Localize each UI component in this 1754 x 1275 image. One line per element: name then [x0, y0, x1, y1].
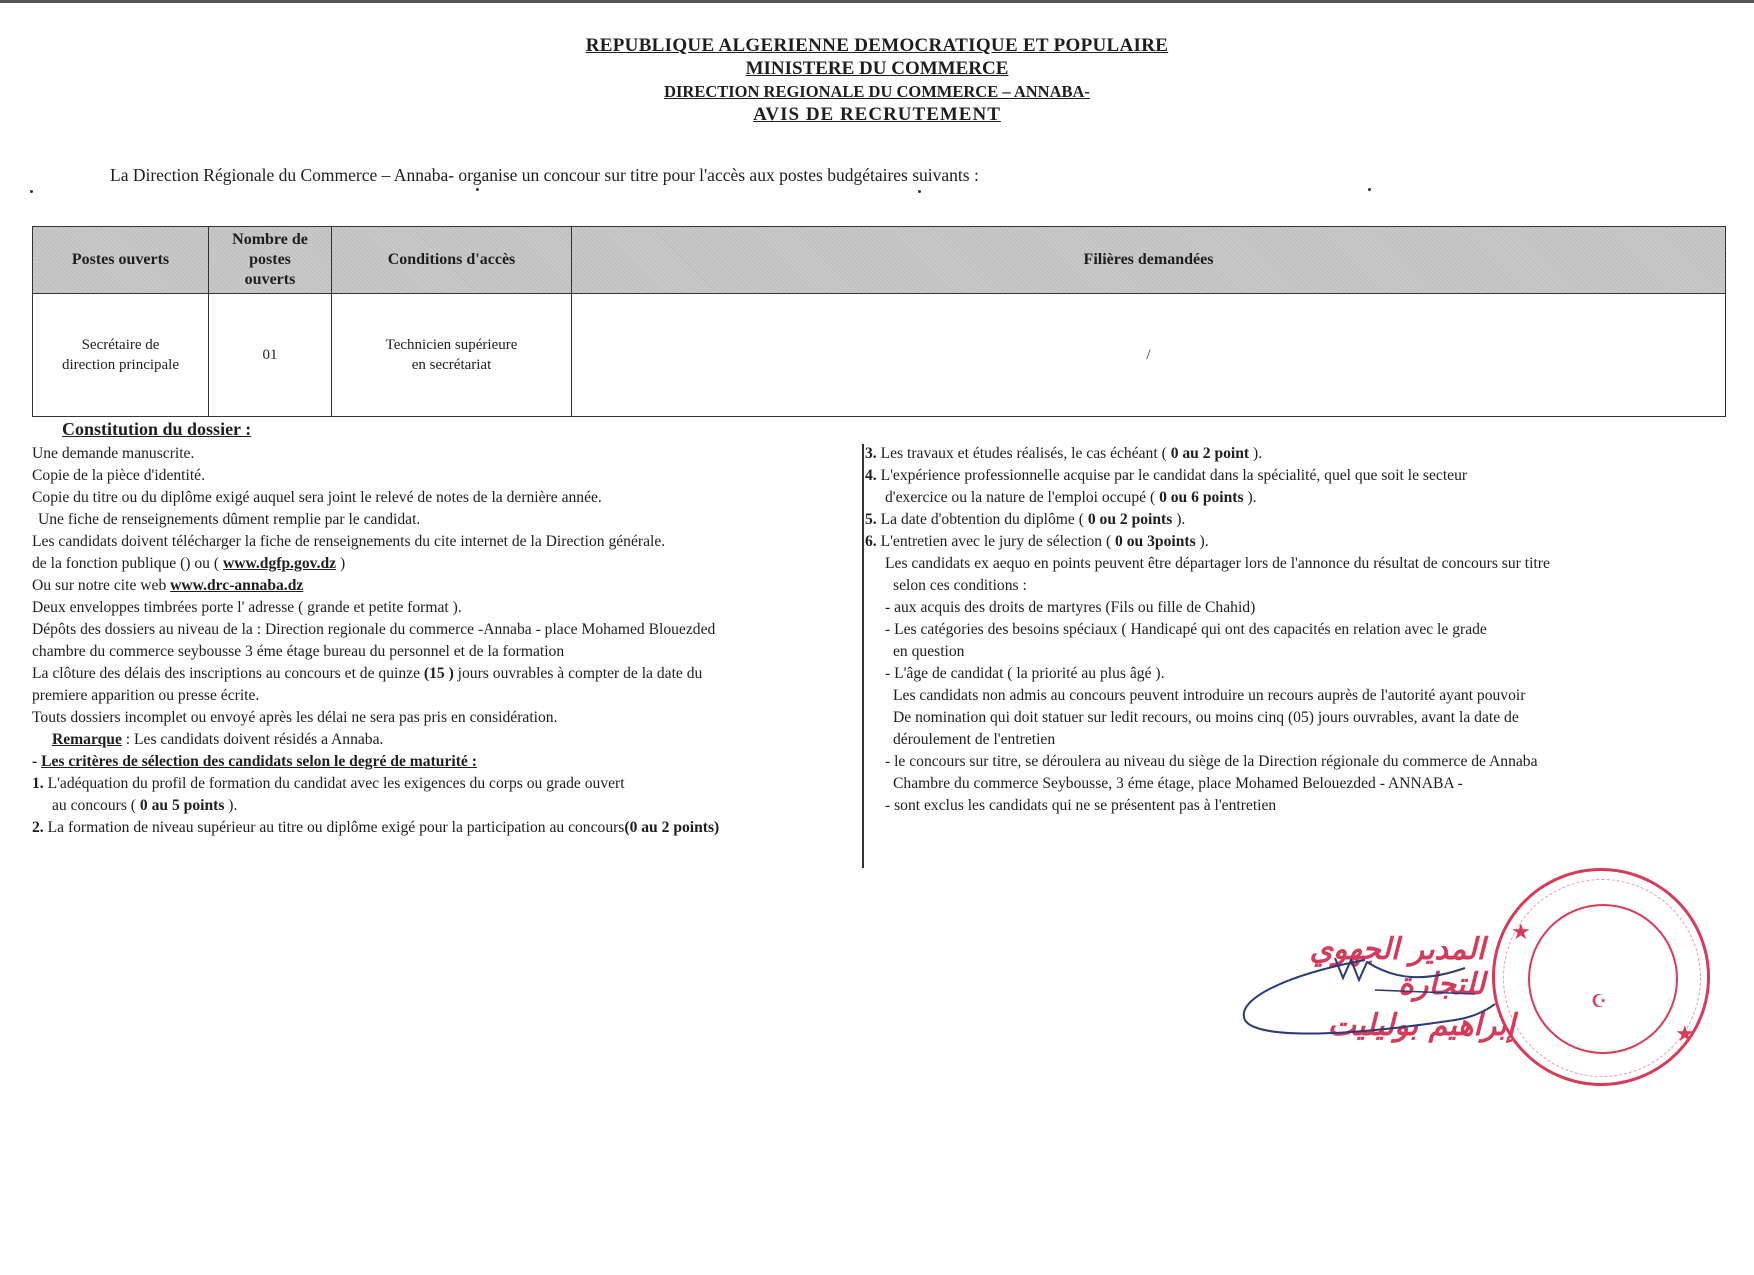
dgfp-link[interactable]: www.dgfp.gov.dz — [222, 555, 337, 572]
dossier-left-column — [32, 443, 862, 839]
text-span: ) — [336, 555, 346, 572]
points-span: 0 ou 6 points — [1159, 489, 1244, 506]
criteria-number: 5. — [865, 511, 877, 528]
criteria-number: 3. — [865, 445, 877, 462]
dossier-item: premiere apparition ou presse écrite. — [32, 687, 260, 704]
dossier-item: chambre du commerce seybousse 3 éme étage bureau du personnel et de la formation — [32, 643, 565, 660]
table-header-row — [33, 227, 1726, 294]
venue-text: - le concours sur titre, se déroulera au niveau du siège de la Direction régionale du commerce de Annaba — [885, 753, 1538, 770]
dossier-item: Une demande manuscrite. — [32, 445, 195, 462]
text-span: La clôture des délais des inscriptions au concours et de quinze — [32, 665, 424, 682]
dossier-item — [32, 575, 862, 597]
recourse-text: déroulement de l'entretien — [893, 731, 1056, 748]
col-postes-ouverts: Postes ouverts — [33, 227, 209, 294]
drc-annaba-link[interactable]: www.drc-annaba.dz — [170, 577, 304, 594]
page-title: AVIS DE RECRUTEMENT — [753, 104, 1001, 125]
ministry-heading: MINISTERE DU COMMERCE — [745, 58, 1009, 79]
col-nombre-line3: ouverts — [244, 271, 296, 288]
text-span: ). — [1195, 533, 1209, 550]
criteria-item-cont — [32, 795, 862, 817]
cell-filiere: / — [572, 294, 1726, 417]
criteria-number: 2. — [32, 819, 44, 836]
signature-title: المدير الجهوي للتجارة — [1309, 932, 1485, 1002]
criteria-title: Les critères de sélection des candidats selon le degré de maturité : — [41, 753, 477, 770]
scan-top-border — [0, 0, 1754, 3]
text-span: L'expérience professionnelle acquise par le candidat dans la spécialité, quel que soit le secteur — [876, 467, 1468, 484]
criteria-number: 4. — [865, 467, 877, 484]
dossier-item: Une fiche de renseignements dûment remplie par le candidat. — [38, 511, 421, 528]
seal-crescent-icon: ☪ — [1591, 991, 1608, 1011]
cell-condition-line2: en secrétariat — [411, 357, 492, 373]
dossier-item: Copie du titre ou du diplôme exigé auquel sera joint le relevé de notes de la dernière année. — [32, 489, 602, 506]
criteria-heading — [32, 751, 862, 773]
bold-span: - — [32, 753, 42, 770]
intro-paragraph: La Direction Régionale du Commerce – Annaba- organise un concour sur titre pour l'accès aux postes budgétaires suivants : — [110, 165, 979, 185]
criteria-item — [32, 817, 862, 839]
text-span: Les travaux et études réalisés, le cas échéant ( — [876, 445, 1171, 462]
text-span: ). — [1243, 489, 1257, 506]
tie-break-item: - aux acquis des droits de martyres (Fils ou fille de Chahid) — [885, 599, 1256, 616]
direction-heading: DIRECTION REGIONALE DU COMMERCE – ANNABA- — [664, 82, 1090, 101]
dossier-item: Touts dossiers incomplet ou envoyé après les délai ne sera pas pris en considération. — [32, 709, 558, 726]
remarque-line — [32, 729, 862, 751]
text-span: La date d'obtention du diplôme ( — [876, 511, 1088, 528]
points-span: (0 au 2 points) — [624, 819, 720, 836]
dossier-section-title: Constitution du dossier : — [62, 419, 252, 439]
column-divider — [862, 444, 864, 868]
text-span: L'entretien avec le jury de sélection ( — [876, 533, 1116, 550]
points-span: 0 au 5 points — [139, 797, 225, 814]
criteria-item — [865, 509, 1725, 531]
col-nombre-postes — [209, 227, 332, 294]
criteria-item — [32, 773, 862, 795]
criteria-number: 1. — [32, 775, 44, 792]
tie-break-item: - Les catégories des besoins spéciaux ( Handicapé qui ont des capacités en relation avec le grade — [885, 621, 1487, 638]
seal-star-icon: ★ — [1511, 919, 1531, 944]
text-span: Ou sur notre cite web — [32, 577, 171, 594]
col-filieres-demandees: Filières demandées — [572, 227, 1726, 294]
tie-break-item-cont: en question — [893, 643, 965, 660]
criteria-item — [865, 443, 1725, 465]
points-span: 0 au 2 point — [1170, 445, 1250, 462]
text-span: ). — [1172, 511, 1186, 528]
venue-text: Chambre du commerce Seybousse, 3 éme étage, place Mohamed Belouezded - ANNABA - — [893, 775, 1463, 792]
col-nombre-line1: Nombre de — [232, 231, 308, 248]
cell-poste — [33, 294, 209, 417]
text-span: d'exercice ou la nature de l'emploi occupé ( — [885, 489, 1160, 506]
table-row — [33, 294, 1726, 417]
text-span: jours ouvrables à compter de la date du — [453, 665, 703, 682]
tie-break-text: Les candidats ex aequo en points peuvent être départager lors de l'annonce du résultat de concours sur titre — [885, 555, 1550, 572]
recourse-text: Les candidats non admis au concours peuvent introduire un recours auprès de l'autorité ayant pouvoir — [893, 687, 1526, 704]
dossier-right-column — [865, 443, 1725, 817]
text-span: La formation de niveau supérieur au titre ou diplôme exigé pour la participation au concours — [43, 819, 625, 836]
recourse-text: De nomination qui doit statuer sur ledit recours, ou moins cinq (05) jours ouvrables, avant la date de — [893, 709, 1519, 726]
tie-break-text: selon ces conditions : — [893, 577, 1027, 594]
tie-break-item: - L'âge de candidat ( la priorité au plus âgé ). — [885, 665, 1165, 682]
text-span: : Les candidats doivent résidés a Annaba. — [121, 731, 384, 748]
dossier-item: Copie de la pièce d'identité. — [32, 467, 205, 484]
dossier-item: Deux enveloppes timbrées porte l' adresse ( grande et petite format ). — [32, 599, 462, 616]
signature-block — [1225, 920, 1515, 1060]
bold-span: (15 ) — [423, 665, 454, 682]
cell-poste-line2: direction principale — [61, 357, 180, 373]
criteria-item — [865, 531, 1725, 553]
dossier-item: Dépôts des dossiers au niveau de la : Direction regionale du commerce -Annaba - place Mohamed Blouezded — [32, 621, 716, 638]
cell-poste-line1: Secrétaire de — [81, 337, 160, 353]
dossier-item — [32, 553, 862, 575]
points-span: 0 ou 2 points — [1087, 511, 1173, 528]
seal-star-icon: ★ — [1675, 1021, 1695, 1046]
scan-speck — [476, 188, 479, 191]
text-span: de la fonction publique () ou ( — [32, 555, 223, 572]
cell-condition — [332, 294, 572, 417]
scan-speck — [918, 190, 921, 193]
text-span: ). — [224, 797, 238, 814]
col-nombre-line2: postes — [249, 251, 291, 268]
cell-condition-line1: Technicien supérieure — [385, 337, 518, 353]
scan-speck — [1368, 188, 1371, 191]
text-span: ). — [1249, 445, 1263, 462]
dossier-item: Les candidats doivent télécharger la fiche de renseignements du cite internet de la Direction générale. — [32, 533, 666, 550]
criteria-number: 6. — [865, 533, 877, 550]
official-seal-icon — [1492, 868, 1710, 1086]
cell-nombre: 01 — [209, 294, 332, 417]
criteria-item — [865, 465, 1725, 487]
republic-heading: REPUBLIQUE ALGERIENNE DEMOCRATIQUE ET POPULAIRE — [585, 35, 1169, 56]
criteria-item-cont — [865, 487, 1725, 509]
exclusion-text: - sont exclus les candidats qui ne se présentent pas à l'entretien — [885, 797, 1277, 814]
points-span: 0 ou 3points — [1115, 533, 1196, 550]
seal-inner-circle — [1528, 904, 1678, 1054]
remarque-label: Remarque — [52, 731, 122, 748]
dossier-item — [32, 663, 862, 685]
col-conditions-acces: Conditions d'accès — [332, 227, 572, 294]
document-header — [0, 34, 1754, 126]
text-span: L'adéquation du profil de formation du candidat avec les exigences du corps ou grade ouvert — [43, 775, 625, 792]
scan-speck — [30, 190, 33, 193]
handwritten-signature-icon — [1225, 920, 1515, 1060]
posts-table — [32, 226, 1726, 417]
signature-name: إبراهيم بوليليت — [1327, 1008, 1515, 1043]
text-span: au concours ( — [52, 797, 140, 814]
